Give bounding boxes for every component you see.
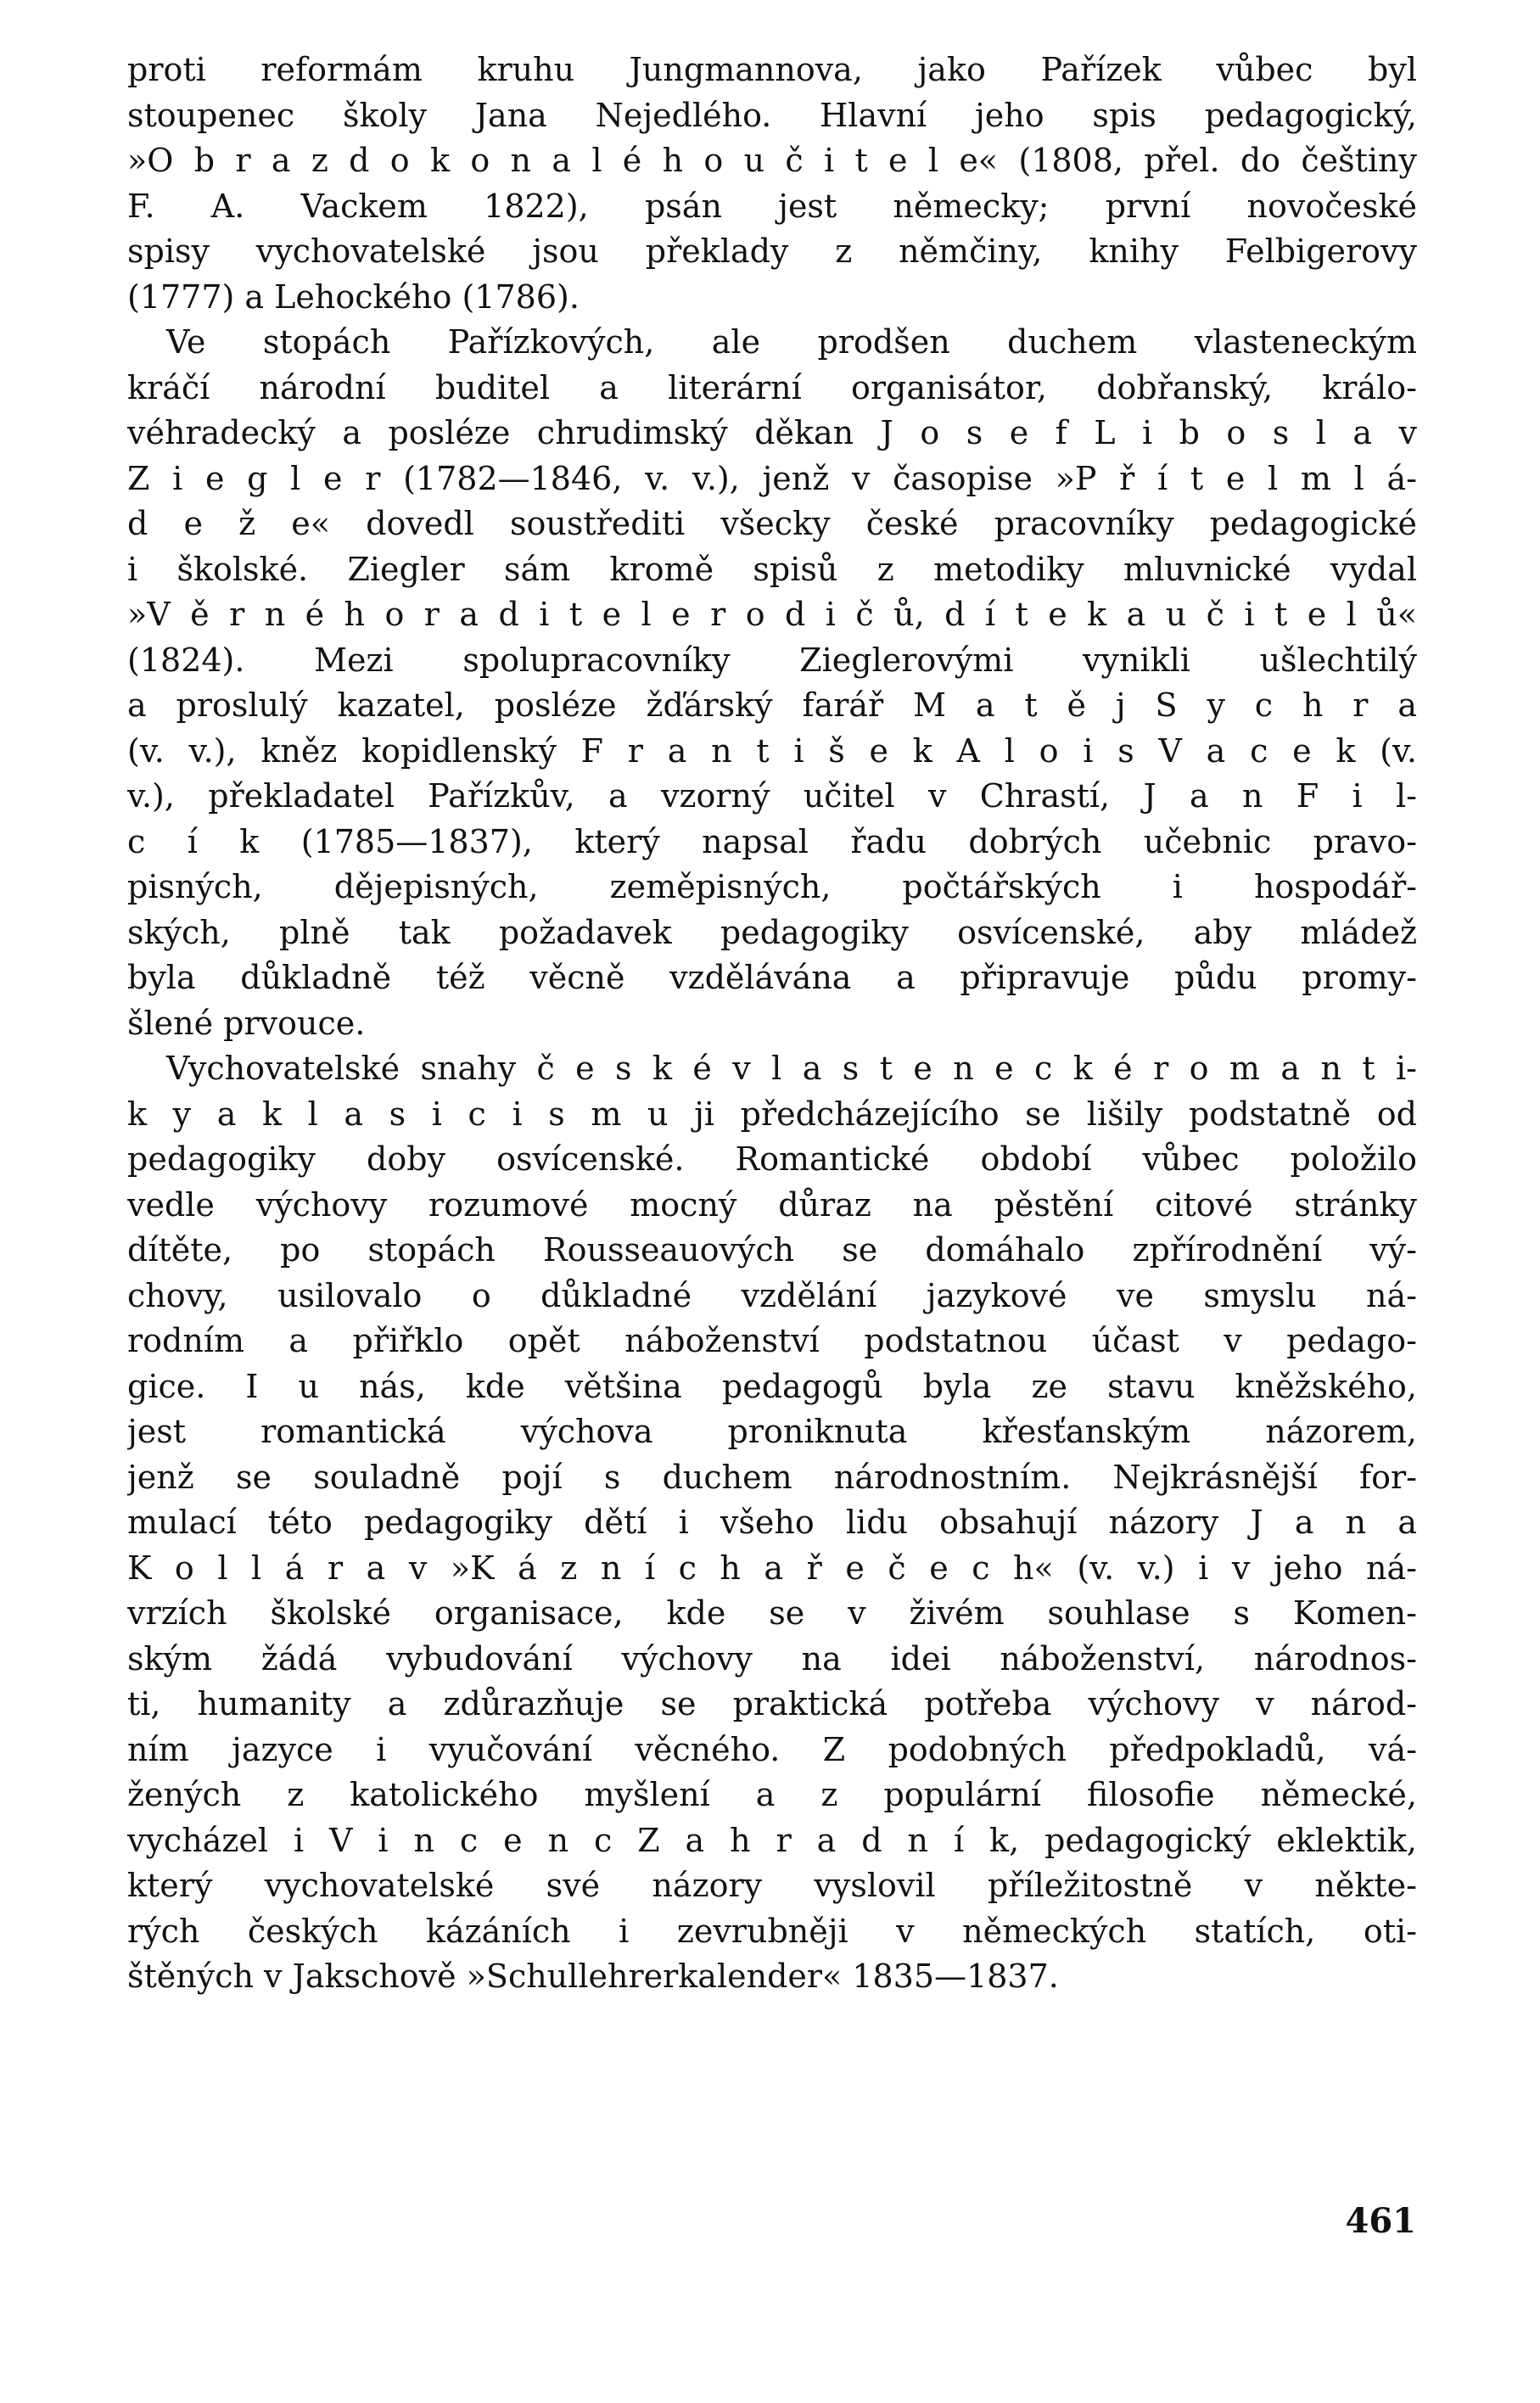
text-line: byla důkladně též věcně vzdělávána a připravuje půdu promy- <box>127 959 1417 996</box>
text-line: c í k (1785—1837), který napsal řadu dobrých učebnic pravo- <box>127 822 1417 860</box>
text-line: gice. I u nás, kde většina pedagogů byla ze stavu kněžského, <box>127 1367 1417 1405</box>
text-line: i školské. Ziegler sám kromě spisů z metodiky mluvnické vydal <box>127 550 1417 588</box>
text-line: vedle výchovy rozumové mocný důraz na pěstění citové stránky <box>127 1185 1417 1224</box>
text-line: proti reformám kruhu Jungmannova, jako Pařízek vůbec byl <box>127 51 1417 88</box>
text-line: (v. v.), kněz kopidlenský F r a n t i š e k A l o i s V a c e k (v. <box>127 731 1417 770</box>
text-line: který vychovatelské své názory vyslovil příležitostně v někte- <box>127 1867 1417 1904</box>
text-line: rých českých kázáních i zevrubněji v německých statích, oti- <box>127 1912 1417 1950</box>
text-line: d e ž e« dovedl soustřediti všecky české pracovníky pedagogické <box>127 505 1417 542</box>
text-line: Ve stopách Pařízkových, ale prodšen duchem vlasteneckým <box>166 323 1417 361</box>
text-line: pisných, dějepisných, zeměpisných, počtářských i hospodář- <box>127 868 1417 905</box>
text-line: chovy, usilovalo o důkladné vzdělání jazykové ve smyslu ná- <box>127 1276 1417 1314</box>
text-line: štěných v Jakschově »Schullehrerkalender« 1835—1837. <box>127 1958 1059 1995</box>
text-line: ti, humanity a zdůrazňuje se praktická potřeba výchovy v národ- <box>127 1685 1417 1722</box>
text-line: ských, plně tak požadavek pedagogiky osvícenské, aby mládež <box>127 913 1417 951</box>
page-number: 461 <box>1345 2201 1416 2241</box>
text-line: ským žádá vybudování výchovy na idei náboženství, národnos- <box>127 1639 1417 1678</box>
text-line: »V ě r n é h o r a d i t e l e r o d i č ů, d í t e k a u č i t e l ů« <box>127 596 1417 633</box>
text-line: jenž se souladně pojí s duchem národnostním. Nejkrásnější for- <box>127 1458 1417 1496</box>
text-line: šlené prvouce. <box>127 1004 366 1042</box>
text-line: K o l l á r a v »K á z n í c h a ř e č e c h« (v. v.) i v jeho ná- <box>127 1549 1417 1587</box>
text-line: mulací této pedagogiky dětí i všeho lidu obsahují názory J a n a <box>127 1504 1417 1541</box>
text-line: k y a k l a s i c i s m u ji předcházejícího se lišily podstatně od <box>127 1095 1417 1133</box>
text-line: ním jazyce i vyučování věcného. Z podobných předpokladů, vá- <box>127 1730 1417 1768</box>
text-line: vrzích školské organisace, kde se v živém souhlase s Komen- <box>127 1594 1417 1632</box>
text-line: Z i e g l e r (1782—1846, v. v.), jenž v časopise »P ř í t e l m l á- <box>127 459 1417 497</box>
text-line: spisy vychovatelské jsou překlady z němčiny, knihy Felbigerovy <box>127 232 1417 270</box>
text-line: (1824). Mezi spolupracovníky Zieglerovými vynikli ušlechtilý <box>127 641 1417 679</box>
text-line: Vychovatelské snahy č e s k é v l a s t e n e c k é r o m a n t i- <box>166 1050 1417 1087</box>
body-text <box>127 48 1417 2000</box>
text-line: (1777) a Lehockého (1786). <box>127 277 580 316</box>
text-line: rodním a přiřklo opět náboženství podstatnou účast v pedago- <box>127 1322 1417 1359</box>
text-line: dítěte, po stopách Rousseauových se domáhalo zpřírodnění vý- <box>127 1231 1417 1269</box>
text-line: v.), překladatel Pařízkův, a vzorný učitel v Chrastí, J a n F i l- <box>127 777 1417 815</box>
text-line: a proslulý kazatel, posléze žďárský farář M a t ě j S y c h r a <box>127 686 1417 724</box>
text-line: véhradecký a posléze chrudimský děkan J o s e f L i b o s l a v <box>127 414 1417 451</box>
text-line: F. A. Vackem 1822), psán jest německy; první novočeské <box>127 187 1417 225</box>
text-line: stoupenec školy Jana Nejedlého. Hlavní jeho spis pedagogický, <box>127 96 1417 134</box>
text-line: »O b r a z d o k o n a l é h o u č i t e l e« (1808, přel. do češtiny <box>127 142 1417 179</box>
text-line: žených z katolického myšlení a z populární filosofie německé, <box>127 1776 1417 1813</box>
text-line: jest romantická výchova proniknuta křesťanským názorem, <box>127 1413 1417 1450</box>
text-line: pedagogiky doby osvícenské. Romantické období vůbec položilo <box>127 1140 1417 1178</box>
text-line: kráčí národní buditel a literární organisátor, dobřanský, králo- <box>127 368 1417 406</box>
text-line: vycházel i V i n c e n c Z a h r a d n í k, pedagogický eklektik, <box>127 1821 1417 1859</box>
